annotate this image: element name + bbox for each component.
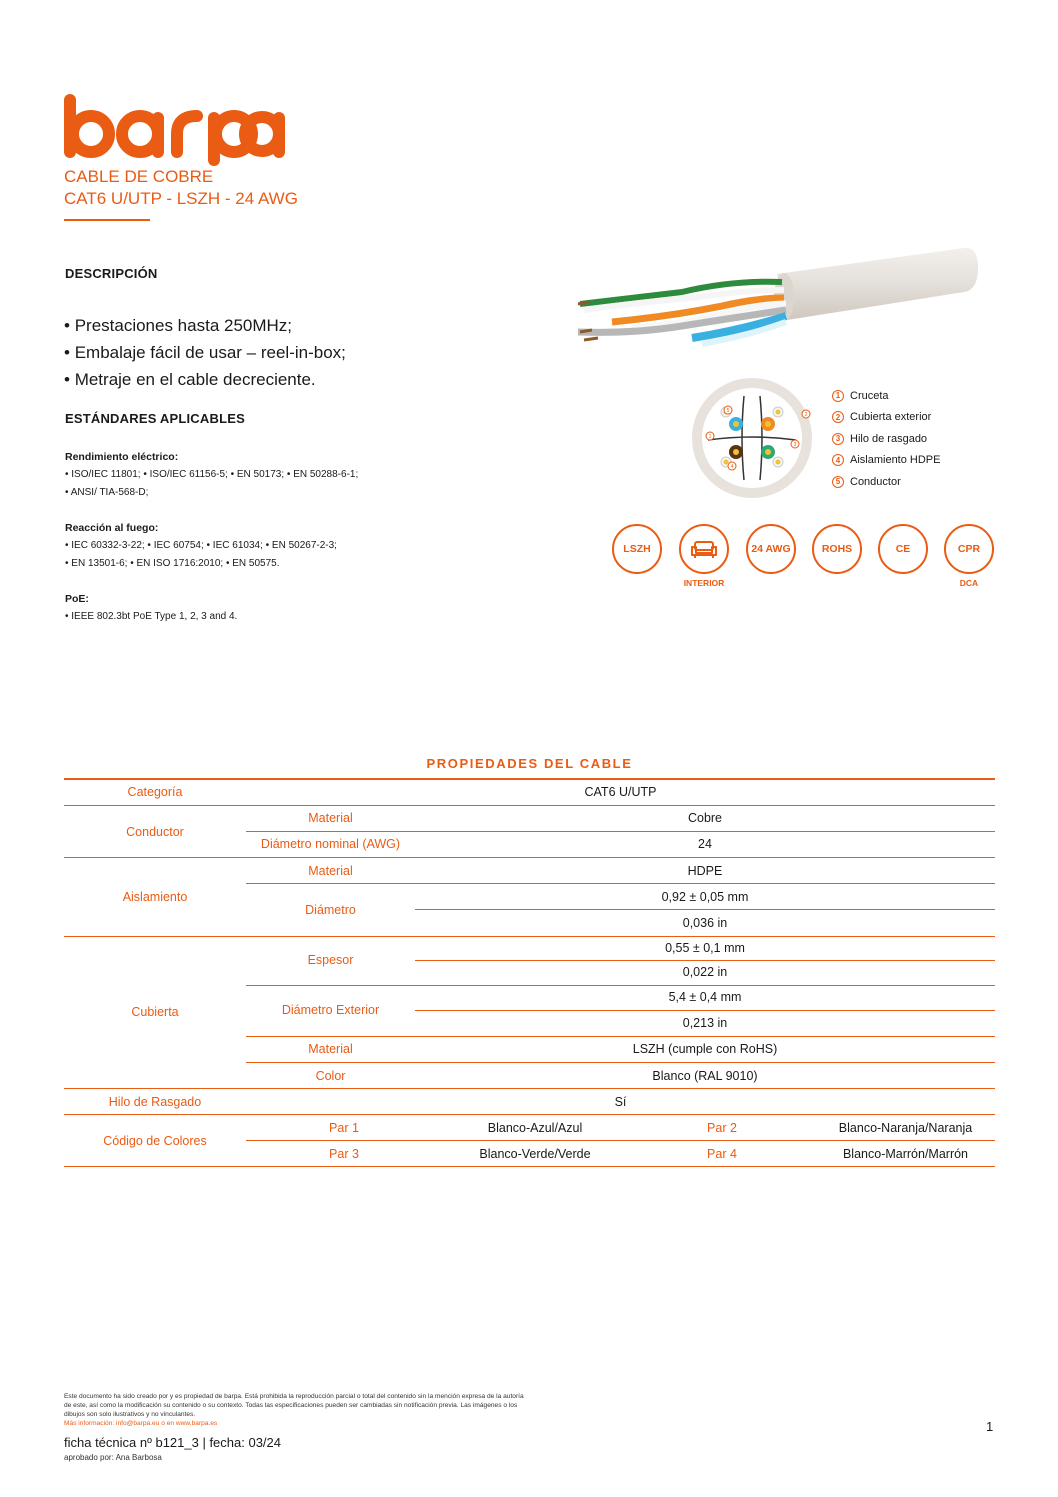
sub-label-material: Material	[308, 864, 353, 878]
sub-label-material: Material	[308, 1042, 353, 1056]
value-aislamiento-material: HDPE	[687, 864, 723, 878]
legend-number: 1	[832, 390, 844, 402]
value-hilo: Sí	[614, 1095, 627, 1109]
legend-number: 4	[832, 454, 844, 466]
sub-label-diametro-exterior: Diámetro Exterior	[281, 1003, 380, 1017]
par-value: Blanco-Marrón/Marrón	[842, 1147, 969, 1161]
value-cubierta-color: Blanco (RAL 9010)	[652, 1069, 758, 1083]
rohs-badge: ROHS	[812, 524, 862, 574]
fuego-line: • IEC 60332-3-22; • IEC 60754; • IEC 61034; • EN 50267-2-3;	[65, 540, 337, 551]
sub-label-color: Color	[315, 1069, 346, 1083]
table-title: PROPIEDADES DEL CABLE	[426, 756, 633, 771]
legend-item	[832, 407, 940, 429]
cable-cross-section	[688, 374, 816, 502]
electrico-title: Rendimiento eléctrico:	[65, 451, 179, 463]
row-label-hilo: Hilo de Rasgado	[108, 1095, 202, 1109]
cpr-badge: CPR	[944, 524, 994, 574]
lszh-badge: LSZH	[612, 524, 662, 574]
value-aislamiento-diam-mm: 0,92 ± 0,05 mm	[661, 890, 749, 904]
par-value: Blanco-Naranja/Naranja	[838, 1121, 973, 1135]
product-title: CAT6 U/UTP - LSZH - 24 AWG	[64, 189, 298, 208]
interior-label: INTERIOR	[683, 578, 725, 588]
value-aislamiento-diam-in: 0,036 in	[682, 916, 728, 930]
par-label: Par 4	[707, 1147, 737, 1161]
disclaimer-text: Este documento ha sido creado por y es propiedad de barpa. Está prohibida la reproducción parcial o total del contenido sin la mención expresa de la autoría de este, así como la modificación su contenido o su contexto. Todas las especificaciones pueden ser cambiadas sin notificación previa. Las imágenes o los dibujos son solo ilustrativos y no vinculantes.	[64, 1393, 524, 1418]
poe-line: • IEEE 802.3bt PoE Type 1, 2, 3 and 4.	[65, 611, 238, 622]
par-value: Blanco-Azul/Azul	[487, 1121, 583, 1135]
value-espesor-in: 0,022 in	[682, 965, 728, 979]
title-divider	[64, 219, 150, 221]
legend-label: Hilo de rasgado	[850, 432, 928, 445]
legend-number: 5	[832, 476, 844, 488]
awg-badge: 24 AWG	[746, 524, 796, 574]
cpr-class-label: DCA	[959, 578, 979, 588]
legend-label: Conductor	[850, 475, 901, 488]
row-label-conductor: Conductor	[126, 825, 184, 839]
row-label-colores: Código de Colores	[103, 1134, 207, 1148]
row-label-aislamiento: Aislamiento	[122, 890, 188, 904]
descripcion-heading: DESCRIPCIÓN	[65, 266, 158, 281]
sub-label-diametro: Diámetro	[305, 903, 356, 917]
value-conductor-material: Cobre	[687, 811, 723, 825]
legend-item	[832, 428, 940, 450]
value-conductor-awg: 24	[698, 837, 712, 851]
sub-label-espesor: Espesor	[307, 953, 354, 967]
descripcion-bullet: • Prestaciones hasta 250MHz;	[64, 312, 346, 339]
legend-number: 2	[832, 411, 844, 423]
electrico-line: • ANSI/ TIA-568-D;	[65, 487, 149, 498]
legend-item	[832, 450, 940, 472]
legend-number: 3	[832, 433, 844, 445]
estandares-heading: ESTÁNDARES APLICABLES	[65, 411, 245, 426]
value-espesor-mm: 0,55 ± 0,1 mm	[665, 941, 745, 955]
contact-info: Más información: info@barpa.eu o en www.barpa.es	[64, 1420, 218, 1427]
fuego-line: • EN 13501-6; • EN ISO 1716:2010; • EN 50575.	[65, 558, 280, 569]
certification-badges	[612, 524, 998, 596]
row-label-categoria: Categoría	[127, 785, 183, 799]
fuego-title: Reacción al fuego:	[65, 522, 159, 534]
value-diamext-mm: 5,4 ± 0,4 mm	[668, 990, 742, 1004]
par-label: Par 1	[329, 1121, 359, 1135]
cross-number-4: 4	[730, 464, 734, 470]
par-label: Par 3	[329, 1147, 359, 1161]
sofa-icon	[689, 539, 719, 559]
row-label-cubierta: Cubierta	[131, 1005, 179, 1019]
descripcion-bullet: • Metraje en el cable decreciente.	[64, 366, 346, 393]
sub-label-material: Material	[308, 811, 353, 825]
cross-number-1: 1	[708, 434, 712, 440]
cross-number-2: 2	[804, 412, 808, 418]
descripcion-list	[64, 312, 346, 393]
ce-badge: CE	[878, 524, 928, 574]
par-label: Par 2	[707, 1121, 737, 1135]
legend-label: Cruceta	[850, 389, 889, 402]
value-cubierta-material: LSZH (cumple con RoHS)	[632, 1042, 778, 1056]
page-number: 1	[986, 1419, 994, 1434]
cross-section-legend	[832, 385, 940, 493]
value-categoria: CAT6 U/UTP	[584, 785, 657, 799]
legend-label: Cubierta exterior	[850, 411, 932, 424]
cable-illustration	[572, 240, 984, 350]
poe-title: PoE:	[65, 593, 89, 605]
datasheet-reference: ficha técnica nº b121_3 | fecha: 03/24	[64, 1435, 282, 1450]
legend-item	[832, 385, 940, 407]
sub-label-awg: Diámetro nominal (AWG)	[260, 837, 401, 851]
value-diamext-in: 0,213 in	[682, 1016, 728, 1030]
barpa-logo	[62, 94, 288, 166]
interior-badge	[679, 524, 729, 574]
cross-number-5: 5	[726, 408, 730, 414]
product-type: CABLE DE COBRE	[64, 167, 214, 186]
par-value: Blanco-Verde/Verde	[479, 1147, 591, 1161]
legend-label: Aislamiento HDPE	[850, 454, 941, 467]
legend-item	[832, 471, 940, 493]
descripcion-bullet: • Embalaje fácil de usar – reel-in-box;	[64, 339, 346, 366]
cross-number-3: 3	[793, 442, 797, 448]
legal-disclaimer	[64, 1392, 524, 1428]
electrico-line: • ISO/IEC 11801; • ISO/IEC 61156-5; • EN 50173; • EN 50288-6-1;	[65, 469, 359, 480]
approved-by: aprobado por: Ana Barbosa	[64, 1453, 162, 1462]
